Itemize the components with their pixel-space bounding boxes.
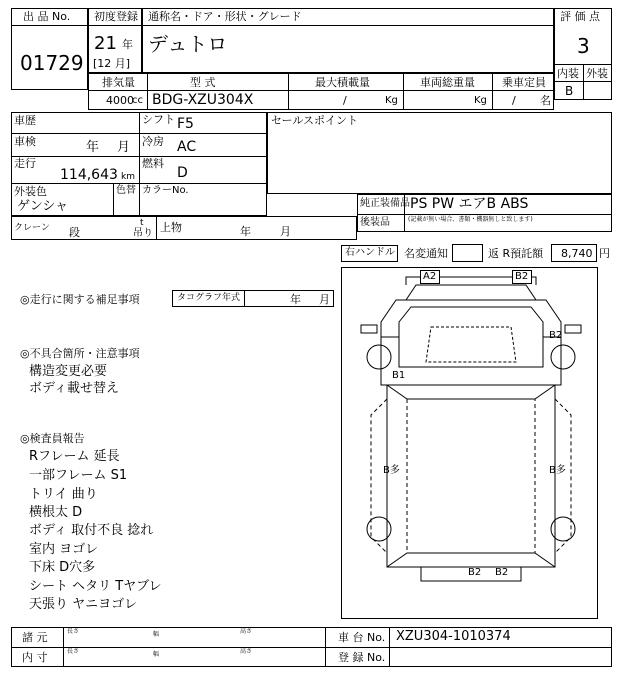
chassis-label: 車 台 No. — [338, 631, 386, 644]
equipment-value: PS PW エアB ABS — [410, 196, 529, 212]
crane-stages: 段 — [69, 226, 80, 239]
lot-number: 01729 — [20, 51, 84, 75]
weight-unit: Kg — [474, 95, 487, 106]
name-change-box — [452, 244, 483, 262]
capacity-label: 乗車定員 — [502, 76, 546, 89]
registration-label: 初度登録 — [94, 10, 138, 23]
name-label: 通称名・ドア・形状・グレード — [148, 10, 302, 23]
height-label: 高さ — [240, 628, 253, 635]
inspector-item: 下床 D穴多 — [29, 560, 96, 575]
weight-label: 車両総重量 — [420, 76, 475, 89]
dims-label: 内 寸 — [22, 651, 48, 664]
damage-mark: B2 — [468, 567, 482, 578]
exterior-label: 外装 — [586, 67, 608, 80]
body-month-unit: 月 — [280, 225, 291, 238]
registration-month: [12 月] — [93, 57, 131, 70]
mileage-value: 114,643 — [60, 167, 118, 183]
aftermarket-note: (記載が無い場合、書類・機器無しと致します) — [408, 216, 533, 223]
fuel-value: D — [177, 165, 188, 181]
name-change-label: 名変通知 — [404, 247, 448, 260]
displacement-label: 排気量 — [102, 76, 135, 89]
tachograph-label: タコグラフ年式 — [177, 293, 241, 303]
body-year-unit: 年 — [240, 225, 251, 238]
length-label: 長さ — [67, 628, 80, 635]
spec-label: 諸 元 — [22, 631, 48, 644]
chassis-number: XZU304-1010374 — [396, 629, 511, 644]
displacement-unit: cc — [132, 95, 143, 106]
recycle-unit: 円 — [599, 247, 610, 260]
color-number-label: カラーNo. — [142, 185, 189, 196]
width-label: 幅 — [153, 651, 160, 658]
color-value: ゲンシャ — [17, 199, 69, 214]
damage-mark: B2 — [515, 271, 529, 282]
length-label: 長さ — [67, 648, 80, 655]
damage-mark: B多 — [383, 465, 400, 476]
height-label: 高さ — [240, 648, 253, 655]
crane-row — [11, 216, 357, 240]
registration-year: 21 — [94, 33, 117, 54]
model-value: BDG-XZU304X — [152, 92, 254, 108]
load-value: / — [343, 94, 347, 107]
width-label: 幅 — [153, 631, 160, 638]
tachograph-month-unit: 月 — [319, 293, 330, 306]
color-label: 外装色 — [14, 185, 47, 198]
ac-value: AC — [177, 139, 197, 155]
interior-grade: B — [565, 84, 574, 98]
recycle-amount: 8,740 — [561, 247, 593, 260]
inspector-item: 天張り ヤニヨゴレ — [29, 597, 138, 612]
inspector-item: 室内 ヨゴレ — [29, 542, 99, 557]
inspection-month-unit: 月 — [117, 140, 131, 155]
mileage-label: 走行 — [14, 157, 36, 170]
load-unit: Kg — [385, 95, 398, 106]
body-label: 上物 — [160, 221, 182, 234]
tachograph-year-unit: 年 — [290, 293, 301, 306]
inspector-label: ◎検査員報告 — [20, 432, 85, 445]
inspector-item: 横根太 D — [29, 505, 83, 520]
mileage-unit: km — [121, 172, 135, 182]
history-label: 車歴 — [14, 114, 36, 127]
damage-mark: B2 — [549, 330, 563, 341]
aftermarket-label: 後装品 — [360, 217, 390, 228]
damage-mark: B多 — [549, 465, 566, 476]
capacity-unit: 名 — [540, 94, 551, 107]
recycle-label: 返 R預託額 — [488, 247, 544, 260]
defect-item: ボディ載せ替え — [29, 381, 119, 396]
grade-value: 3 — [577, 34, 590, 58]
crane-ton: t — [140, 218, 144, 228]
shift-label: シフト — [142, 113, 175, 126]
shift-value: F5 — [177, 116, 194, 132]
inspector-item: シート ヘタリ Tヤブレ — [29, 579, 162, 594]
ac-label: 冷房 — [142, 135, 164, 148]
grade-label: 評 価 点 — [560, 10, 600, 23]
damage-mark: B1 — [392, 370, 406, 381]
inspector-item: ボディ 取付不良 捻れ — [29, 523, 154, 538]
registration-year-unit: 年 — [122, 38, 133, 51]
defect-item: 構造変更必要 — [29, 364, 108, 379]
damage-mark: B2 — [495, 567, 509, 578]
defects-label: ◎不具合箇所・注意事項 — [20, 347, 140, 360]
sales-point-label: セールスポイント — [271, 114, 359, 127]
interior-label: 内装 — [557, 67, 579, 80]
crane-label: クレーン — [14, 223, 50, 233]
run-notes-label: ◎走行に関する補足事項 — [20, 293, 140, 306]
model-label: 型 式 — [190, 76, 216, 89]
inspector-item: 一部フレーム S1 — [29, 468, 128, 483]
lot-number-label: 出 品 No. — [23, 10, 71, 23]
inspection-year-unit: 年 — [86, 140, 100, 155]
displacement-value: 4000 — [106, 94, 134, 107]
capacity-value: / — [512, 94, 516, 107]
color-change-label: 色替 — [116, 185, 136, 196]
inspector-item: トリイ 曲り — [29, 487, 98, 502]
inspector-item: Rフレーム 延長 — [29, 449, 120, 464]
load-label: 最大積載量 — [315, 76, 370, 89]
car-name: デュトロ — [148, 32, 228, 56]
right-handle: 右ハンドル — [345, 247, 395, 258]
crane-lift: 吊り — [133, 228, 153, 239]
damage-mark: A2 — [423, 271, 437, 282]
inspection-label: 車検 — [14, 135, 36, 148]
registration-no-label: 登 録 No. — [338, 651, 386, 664]
equipment-label: 純正装備品 — [360, 198, 410, 209]
fuel-label: 燃料 — [142, 157, 164, 170]
